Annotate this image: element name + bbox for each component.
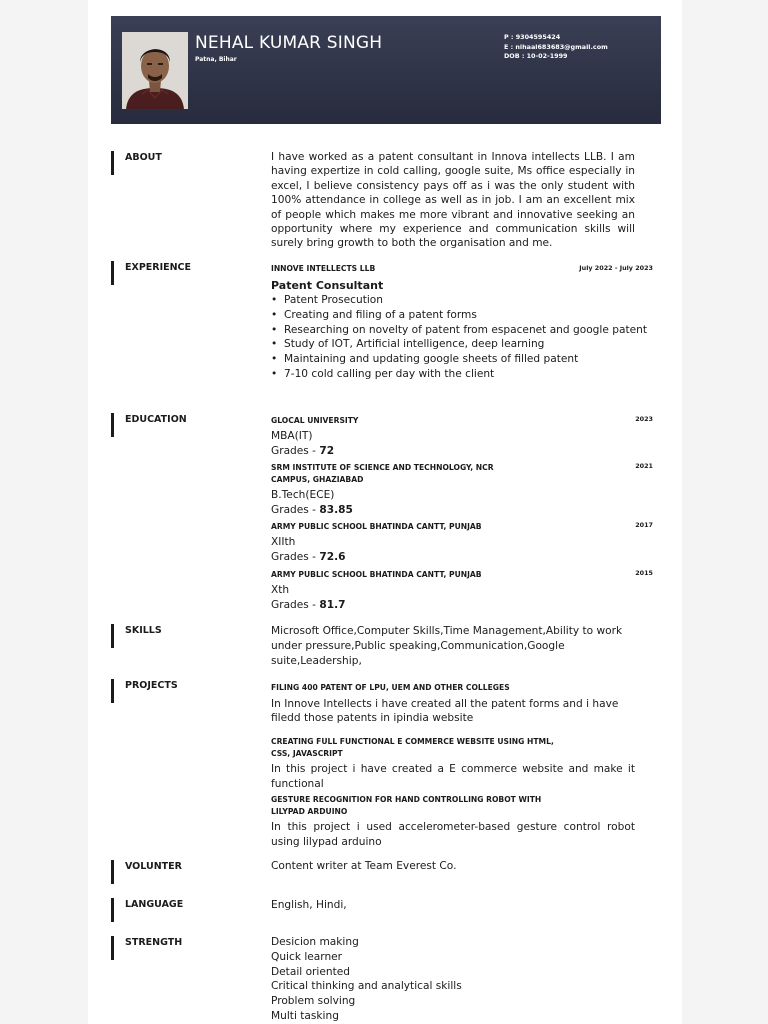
contact-block — [504, 33, 608, 62]
volunteer-section — [271, 859, 657, 874]
grade-value: 72 — [319, 444, 335, 457]
grade-line — [271, 598, 657, 613]
education-year: 2021 — [635, 462, 653, 470]
degree: MBA(IT) — [271, 430, 313, 442]
grade-value: 72.6 — [319, 550, 346, 563]
section-label-experience: EXPERIENCE — [111, 261, 191, 285]
school-name: ARMY PUBLIC SCHOOL BHATINDA CANTT, PUNJAB — [271, 522, 482, 531]
education-year: 2023 — [635, 415, 653, 423]
list-item: Critical thinking and analytical skills — [271, 980, 462, 993]
profile-photo — [122, 32, 188, 109]
section-label-projects: PROJECTS — [111, 679, 178, 703]
experience-dates: July 2022 - July 2023 — [579, 264, 653, 272]
list-item: • Creating and filing of a patent forms — [271, 308, 657, 323]
education-entry — [271, 415, 657, 459]
list-item: • Maintaining and updating google sheets of filled patent — [271, 352, 657, 367]
strength-section — [271, 935, 657, 1024]
list-item: Quick learner — [271, 950, 343, 963]
list-item: Detail oriented — [271, 965, 350, 978]
section-label-about: ABOUT — [111, 151, 162, 175]
about-text: I have worked as a patent consultant in Innova intellects LLB. I am having expertize in cold calling, google suite, Ms office especially in excel, I believe consistency pays off as i was the only student with 100% attendance in college as well as in job. I am an excellent mix of people which makes me more vibrant and innovative seeking an opportunity where my experience and communication skills will surely bring growth to both the organisation and me. — [271, 151, 635, 250]
phone-number: P : 9304595424 — [504, 33, 561, 41]
grade-line — [271, 550, 657, 565]
section-label-strength: STRENGTH — [111, 936, 182, 960]
school-name: SRM INSTITUTE OF SCIENCE AND TECHNOLOGY, NCR CAMPUS, GHAZIABAD — [271, 463, 494, 484]
section-label-skills: SKILLS — [111, 624, 162, 648]
language-section — [271, 898, 657, 913]
job-role: Patent Consultant — [271, 279, 384, 292]
grade-value: 83.85 — [319, 503, 353, 516]
section-label-language: LANGUAGE — [111, 898, 183, 922]
school-name: GLOCAL UNIVERSITY — [271, 416, 359, 425]
date-of-birth: DOB : 10-02-1999 — [504, 52, 568, 60]
email-address: E : nihaal683683@gmail.com — [504, 42, 608, 51]
volunteer-text: Content writer at Team Everest Co. — [271, 860, 457, 872]
list-item: • Patent Prosecution — [271, 293, 657, 308]
degree: XIIth — [271, 536, 296, 548]
degree: B.Tech(ECE) — [271, 489, 335, 501]
project-entry — [271, 682, 635, 726]
candidate-location: Patna, Bihar — [195, 56, 237, 63]
list-item: • 7-10 cold calling per day with the client — [271, 367, 657, 382]
grade-label: Grades - — [271, 550, 320, 563]
language-text: English, Hindi, — [271, 899, 347, 911]
project-description: In Innove Intellects i have created all the patent forms and i have filedd those patents in ipindia website — [271, 697, 619, 725]
education-entry — [271, 569, 657, 613]
experience-section — [271, 263, 657, 382]
project-title: CREATING FULL FUNCTIONAL E COMMERCE WEBSITE USING HTML, CSS, JAVASCRIPT — [271, 737, 554, 758]
grade-label: Grades - — [271, 444, 320, 457]
degree: Xth — [271, 584, 290, 596]
skills-text: Microsoft Office,Computer Skills,Time Management,Ability to work under pressure,Public speaking,Communication,Google suite,Leadership, — [271, 625, 623, 667]
grade-label: Grades - — [271, 503, 320, 516]
grade-line — [271, 503, 657, 518]
education-entry — [271, 521, 657, 565]
education-year: 2015 — [635, 569, 653, 577]
project-title: FILING 400 PATENT OF LPU, UEM AND OTHER COLLEGES — [271, 683, 510, 692]
section-label-education: EDUCATION — [111, 413, 187, 437]
grade-value: 81.7 — [319, 598, 346, 611]
skills-section — [271, 624, 655, 668]
education-entry — [271, 462, 657, 518]
experience-bullets — [271, 293, 657, 382]
list-item: • Study of IOT, Artificial intelligence, deep learning — [271, 337, 657, 352]
project-description: In this project i have created a E commerce website and make it functional — [271, 763, 635, 790]
grade-line — [271, 444, 657, 459]
section-label-volunteer: VOLUNTER — [111, 860, 182, 884]
project-description: In this project i used accelerometer-based gesture control robot using lilypad arduino — [271, 821, 635, 848]
list-item: Multi tasking — [271, 1009, 339, 1022]
grade-label: Grades - — [271, 598, 320, 611]
company-name: INNOVE INTELLECTS LLB — [271, 264, 376, 273]
about-section — [271, 150, 635, 251]
resume-header — [111, 16, 661, 124]
list-item: • Researching on novelty of patent from espacenet and google patent — [271, 323, 657, 338]
project-entry — [271, 736, 635, 792]
candidate-name: NEHAL KUMAR SINGH — [195, 33, 383, 53]
list-item: Desicion making — [271, 936, 359, 948]
school-name: ARMY PUBLIC SCHOOL BHATINDA CANTT, PUNJAB — [271, 570, 482, 579]
project-title: GESTURE RECOGNITION FOR HAND CONTROLLING ROBOT WITH LILYPAD ARDUINO — [271, 795, 542, 816]
project-entry — [271, 794, 635, 850]
education-year: 2017 — [635, 521, 653, 529]
list-item: Problem solving — [271, 995, 356, 1008]
